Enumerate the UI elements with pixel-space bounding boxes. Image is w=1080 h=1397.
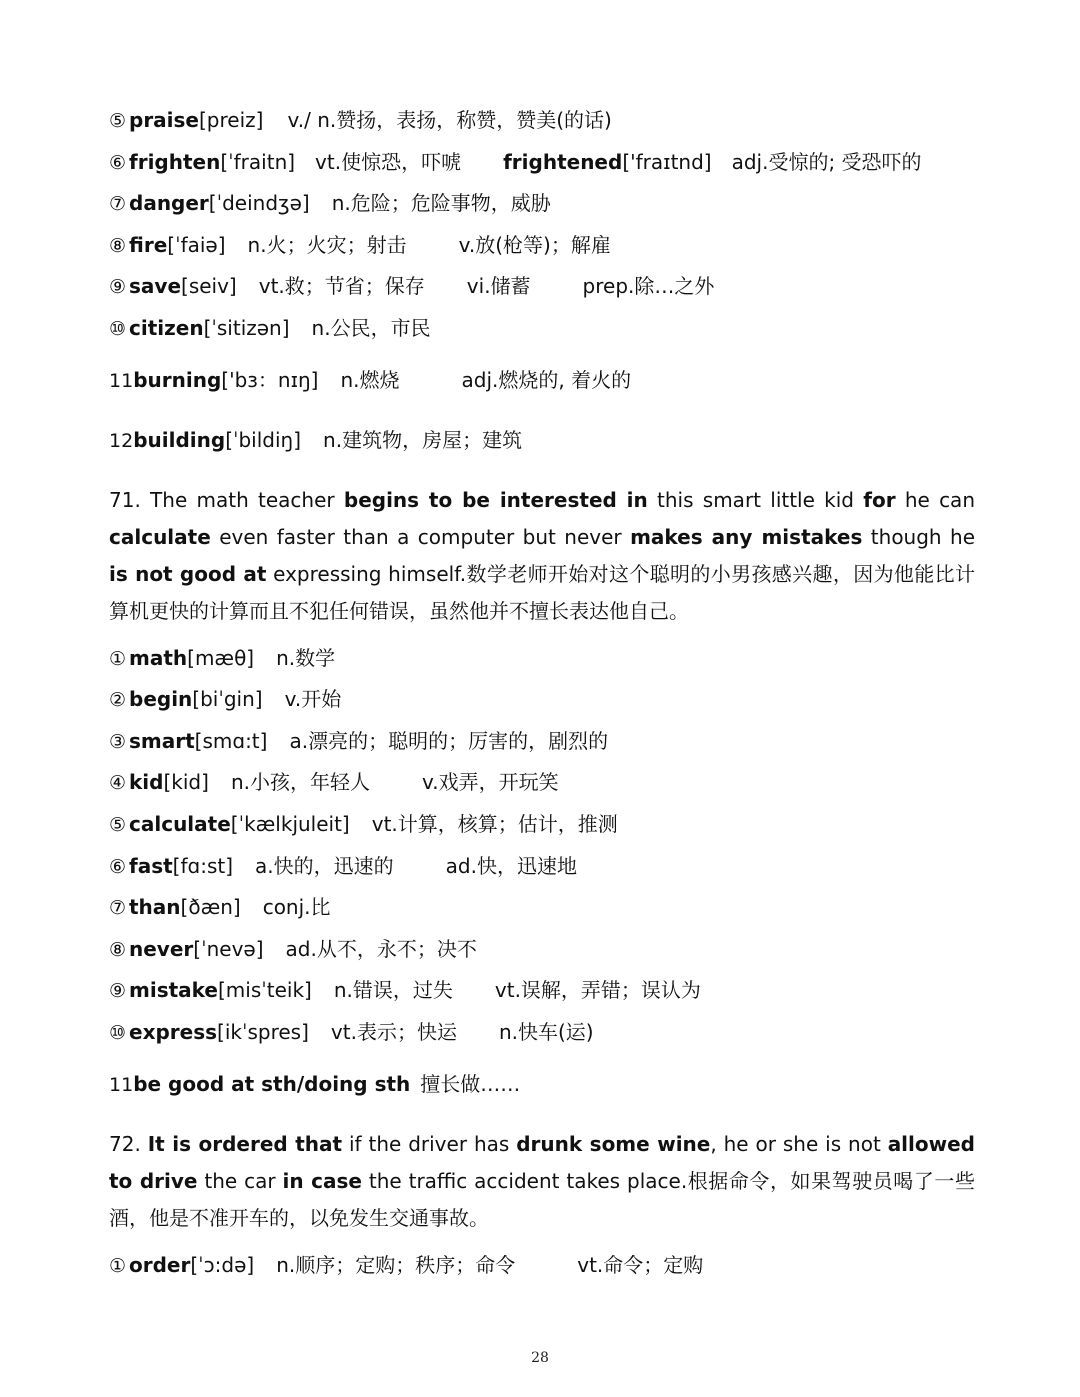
entry-number: ⑩ <box>109 317 127 340</box>
vocab-word: kid <box>129 770 164 795</box>
vocab-word: never <box>129 936 194 961</box>
vocab-word: order <box>129 1252 191 1277</box>
entry-number: ⑧ <box>109 234 127 257</box>
vocab-entry <box>109 970 975 1012</box>
definition: n.燃烧 <box>340 367 400 392</box>
definition: n.错误，过失 <box>333 978 453 1003</box>
vocab-word: burning <box>133 367 222 392</box>
phonetic: [preiz] <box>199 108 264 132</box>
entry-number: 11 <box>109 369 134 392</box>
vocab-list-3 <box>109 1245 975 1287</box>
entry-number: ① <box>109 647 127 670</box>
definition: vt.计算，核算；估计，推测 <box>371 811 618 836</box>
phonetic: [seiv] <box>181 274 237 299</box>
vocab-entry <box>109 846 975 888</box>
vocab-list-1 <box>109 100 975 470</box>
phonetic: [mæθ] <box>187 645 255 670</box>
definition: conj.比 <box>262 895 331 920</box>
phonetic: [ˈdeindʒə] <box>208 191 310 216</box>
phonetic: [ˈnevə] <box>193 936 264 961</box>
vocab-entry <box>109 350 975 410</box>
entry-number: ⑤ <box>109 110 127 132</box>
phonetic: [misˈteik] <box>217 978 312 1003</box>
phonetic: [ˈsitizən] <box>203 315 290 340</box>
definition: adj.受惊的; 受恐吓的 <box>731 149 922 174</box>
definition: adj.燃烧的, 着火的 <box>461 367 632 392</box>
definition: vt.命令；定购 <box>577 1252 704 1277</box>
definition: vi.储蓄 <box>466 274 531 299</box>
vocab-word: begin <box>129 687 193 712</box>
vocab-word: building <box>133 427 226 452</box>
entry-number: ⑦ <box>109 193 127 216</box>
sentence-text: this smart little kid <box>647 487 864 512</box>
definition: v.戏弄，开玩笑 <box>421 770 559 795</box>
vocab-word: math <box>129 645 188 670</box>
entry-number: ⑦ <box>109 897 127 920</box>
phonetic: [smɑ:t] <box>194 728 268 753</box>
phonetic: [ˈɔ:də] <box>190 1252 255 1277</box>
entry-number: ⑤ <box>109 813 127 836</box>
vocab-phrase: be good at sth/doing sth <box>133 1071 411 1096</box>
sentence-text: if the driver has <box>342 1131 517 1156</box>
definition: v.开始 <box>284 687 342 712</box>
definition: n.公民，市民 <box>311 315 431 340</box>
vocab-entry <box>109 804 975 846</box>
vocab-entry <box>109 225 975 267</box>
vocab-entry <box>109 638 975 680</box>
bold-phrase: for <box>863 487 896 512</box>
definition: vt.误解，弄错；误认为 <box>494 978 701 1003</box>
vocab-entry <box>109 929 975 971</box>
entry-number: ③ <box>109 730 127 753</box>
vocab-entry <box>109 762 975 804</box>
bold-phrase: is not good at <box>109 561 267 586</box>
phonetic: [biˈgin] <box>192 687 263 712</box>
vocab-list-2 <box>109 638 975 1114</box>
page-number: 28 <box>531 1350 549 1366</box>
definition: a.快的，迅速的 <box>255 853 394 878</box>
vocab-entry <box>109 887 975 929</box>
definition: v.放(枪等)；解雇 <box>458 232 611 257</box>
entry-number: ⑥ <box>109 855 127 878</box>
example-sentence-72 <box>109 1126 975 1237</box>
sentence-text: the traffic accident takes place.根据命令，如果驾驶员喝了一些酒，他是不准开车的，以免发生交通事故。 <box>109 1168 975 1230</box>
definition: 擅长做…… <box>420 1071 521 1096</box>
entry-number: ⑥ <box>109 151 127 174</box>
sentence-text: 72. <box>109 1131 148 1156</box>
phonetic: [ˈfraitn] <box>220 149 296 174</box>
sentence-text: though he <box>862 524 975 549</box>
vocab-entry <box>109 1245 975 1287</box>
phonetic: [ˈkælkjuleit] <box>230 811 350 836</box>
sentence-text: the car <box>197 1168 283 1193</box>
vocab-entry <box>109 679 975 721</box>
vocab-entry <box>109 142 975 184</box>
sentence-text: , he or she is not <box>710 1131 888 1156</box>
vocab-entry <box>109 100 975 142</box>
definition: vt.使惊恐，吓唬 <box>315 149 462 174</box>
definition: ad.快，迅速地 <box>445 853 577 878</box>
bold-phrase: begins to be interested in <box>343 487 648 512</box>
definition: n.建筑物，房屋；建筑 <box>323 427 523 452</box>
vocab-word: calculate <box>129 811 231 836</box>
sentence-text: he can <box>895 487 975 512</box>
document-page <box>109 100 975 1286</box>
vocab-entry <box>109 1012 975 1054</box>
definition: vt.救；节省；保存 <box>258 274 425 299</box>
definition: n.小孩，年轻人 <box>230 770 370 795</box>
vocab-word: smart <box>129 728 195 753</box>
vocab-word: save <box>129 274 182 299</box>
definition: prep.除…之外 <box>582 274 715 299</box>
definition: n.火；火灾；射击 <box>247 232 407 257</box>
vocab-word: than <box>129 895 181 920</box>
vocab-word: fire <box>129 232 168 257</box>
entry-number: ⑨ <box>109 276 127 299</box>
entry-number: ⑩ <box>109 1021 127 1044</box>
bold-phrase: It is ordered that <box>147 1131 343 1156</box>
phonetic: [ˈbildiŋ] <box>225 427 302 452</box>
vocab-word: express <box>129 1019 218 1044</box>
entry-number: ② <box>109 689 127 712</box>
sentence-text: even faster than a computer but never <box>210 524 631 549</box>
entry-number: ⑨ <box>109 980 127 1003</box>
vocab-entry <box>109 183 975 225</box>
vocab-word: praise <box>129 108 199 132</box>
phonetic: [ˈfaiə] <box>167 232 226 257</box>
phonetic: [ðæn] <box>180 895 241 920</box>
definition: n.数学 <box>276 645 336 670</box>
vocab-entry <box>109 721 975 763</box>
phonetic: [kid] <box>163 770 209 795</box>
phonetic: ['fraɪtnd] <box>622 149 712 174</box>
entry-number: 11 <box>109 1073 134 1096</box>
vocab-entry <box>109 410 975 470</box>
definition: v./ n.赞扬，表扬，称赞，赞美(的话) <box>287 108 612 132</box>
vocab-entry <box>109 1054 975 1114</box>
entry-number: ① <box>109 1254 127 1277</box>
vocab-entry <box>109 308 975 350</box>
example-sentence-71 <box>109 482 975 630</box>
entry-number: 12 <box>109 429 134 452</box>
phonetic: [ikˈspres] <box>217 1019 309 1044</box>
vocab-word: citizen <box>129 315 204 340</box>
vocab-entry <box>109 266 975 308</box>
sentence-text: 71. The math teacher <box>109 487 344 512</box>
sentence-text: expressing himself.数学老师开始对这个聪明的小男孩感兴趣，因为他能比计算机更快的计算而且不犯任何错误，虽然他并不擅长表达他自己。 <box>109 561 975 623</box>
phonetic: ['bɜ：nɪŋ] <box>221 367 319 392</box>
entry-number: ④ <box>109 772 127 795</box>
vocab-word: danger <box>129 191 209 216</box>
definition: a.漂亮的；聪明的；厉害的，剧烈的 <box>289 728 609 753</box>
definition: n.危险；危险事物，威胁 <box>331 191 551 216</box>
vocab-word: mistake <box>129 978 218 1003</box>
definition: vt.表示；快运 <box>330 1019 457 1044</box>
phonetic: [fɑ:st] <box>172 853 234 878</box>
vocab-word: frighten <box>129 149 221 174</box>
vocab-word: fast <box>129 853 173 878</box>
bold-phrase: drunk some wine <box>516 1131 711 1156</box>
bold-phrase: allowed to drive <box>109 1131 975 1193</box>
bold-phrase: makes any mistakes <box>630 524 863 549</box>
definition: ad.从不，永不；决不 <box>285 936 477 961</box>
bold-phrase: calculate <box>109 524 211 549</box>
definition: n.顺序；定购；秩序；命令 <box>276 1252 516 1277</box>
bold-phrase: in case <box>282 1168 362 1193</box>
entry-number: ⑧ <box>109 938 127 961</box>
vocab-word: frightened <box>503 149 623 174</box>
definition: n.快车(运) <box>498 1019 594 1044</box>
